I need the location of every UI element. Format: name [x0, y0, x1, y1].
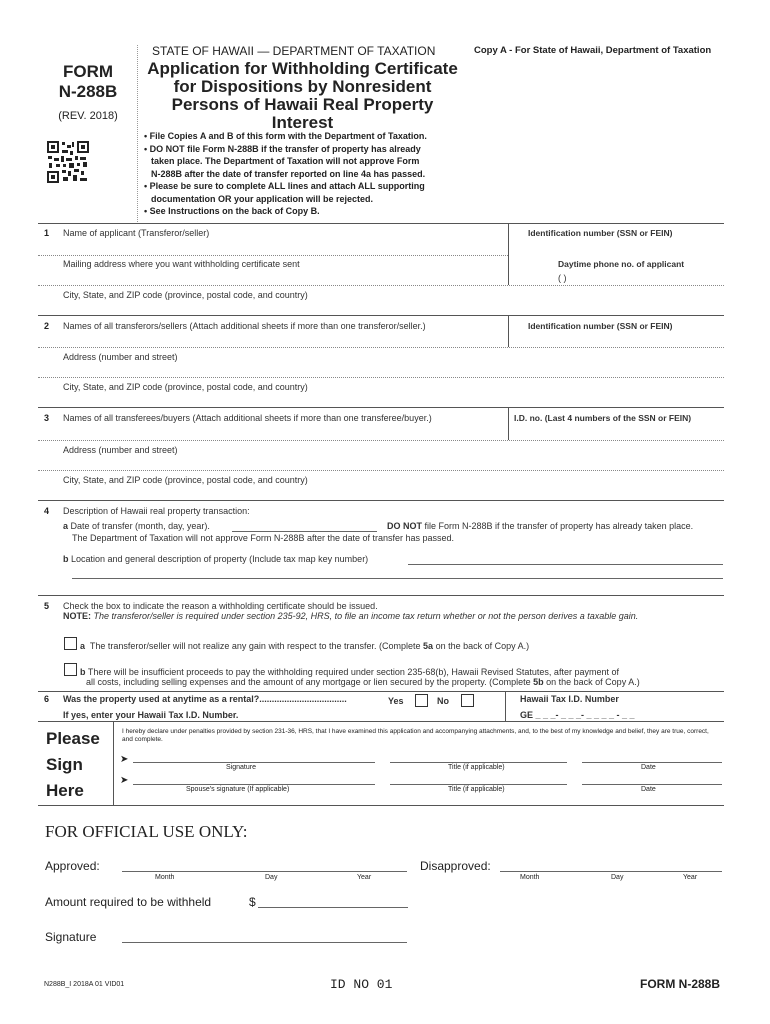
rental-yes-checkbox[interactable] [415, 694, 428, 707]
sign-label: Sign [46, 755, 83, 774]
transferor-names-field[interactable]: Names of all transferors/sellers (Attach additional sheets if more than one transferor/seller.) [63, 321, 426, 331]
line-6-number: 6 [44, 694, 50, 704]
hawaii-taxid-field[interactable]: GE _ _ _- _ _ _- _ _ _ _ - _ _ [520, 710, 635, 720]
disapproved-date-input[interactable] [500, 871, 722, 872]
form-word: FORM [62, 62, 114, 81]
transferee-address-field[interactable]: Address (number and street) [63, 445, 178, 455]
approved-label: Approved: [45, 859, 100, 873]
bullet-2: • DO NOT file Form N-288B if the transfer of property has already [144, 143, 421, 154]
disapproved-year-label: Year [683, 874, 698, 881]
transfer-date-warning: DO NOT file Form N-288B if the transfer of property has already taken place. [387, 521, 694, 531]
hawaii-taxid-label: Hawaii Tax I.D. Number [520, 694, 619, 704]
footer-id: ID NO 01 [330, 977, 393, 992]
mailing-address-field[interactable]: Mailing address where you want withholding certificate sent [63, 259, 300, 269]
line-2-number: 2 [44, 321, 50, 331]
bullet-3b: documentation OR your application will be rejected. [151, 193, 374, 204]
line-4-number: 4 [44, 506, 50, 516]
arrow-icon: ➤ [120, 775, 129, 786]
footer-code: N288B_I 2018A 01 VID01 [44, 981, 125, 988]
transferor-address-field[interactable]: Address (number and street) [63, 352, 178, 362]
date-input-2[interactable] [582, 784, 722, 785]
rental-yes-label: Yes [388, 696, 404, 706]
phone-field[interactable]: Daytime phone no. of applicant [558, 259, 685, 269]
property-description-label: Description of Hawaii real property transaction: [63, 506, 250, 516]
form-revision: (REV. 2018) [58, 110, 118, 122]
dollar-sign: $ [249, 895, 256, 909]
date-label: Date [641, 764, 656, 771]
transferee-city-field[interactable]: City, State, and ZIP code (province, postal code, and country) [63, 475, 308, 485]
applicant-city-field[interactable]: City, State, and ZIP code (province, postal code, and country) [63, 290, 308, 300]
title-line-4: Interest [271, 113, 334, 132]
declaration-text: I hereby declare under penalties provided by section 231-36, HRS, that I have examined this application and accompanying attachments, and, to the best of my knowledge and belief, they are true, correct, and complete. [122, 728, 709, 743]
reason-5b-checkbox[interactable] [64, 663, 77, 676]
rental-taxid-instruction: If yes, enter your Hawaii Tax I.D. Number. [63, 710, 239, 720]
signature-label: Signature [226, 764, 256, 771]
property-location-input-2[interactable] [72, 578, 723, 579]
footer-form: FORM N-288B [640, 977, 721, 991]
property-location-input[interactable] [408, 564, 723, 565]
official-use-heading: FOR OFFICIAL USE ONLY: [45, 822, 248, 841]
transfer-date-label: a Date of transfer (month, day, year). [63, 521, 210, 531]
bullet-2c: N-288B after the date of transfer reported on line 4a has passed. [151, 168, 426, 179]
transferee-names-field[interactable]: Names of all transferees/buyers (Attach additional sheets if more than one transferee/buyer.) [63, 413, 432, 423]
title-label: Title (if applicable) [448, 764, 505, 771]
transfer-date-input[interactable] [232, 531, 377, 532]
copy-label: Copy A - For State of Hawaii, Department of Taxation [474, 45, 712, 56]
spouse-signature-input[interactable] [133, 784, 375, 785]
transferor-id-field[interactable]: Identification number (SSN or FEIN) [528, 321, 673, 331]
transferor-city-field[interactable]: City, State, and ZIP code (province, postal code, and country) [63, 382, 308, 392]
phone-area-code: ( ) [558, 273, 567, 283]
approved-month-label: Month [155, 874, 175, 881]
official-signature-label: Signature [45, 930, 97, 944]
spouse-signature-label: Spouse's signature (If applicable) [186, 786, 290, 793]
qr-code-icon [46, 140, 90, 184]
title-line-3: Persons of Hawaii Real Property [171, 95, 434, 114]
line-5-note: NOTE: The transferor/seller is required under section 235-92, HRS, to file an income tax return whether or not the person derives a taxable gain. [63, 611, 639, 621]
property-location-label: b Location and general description of property (Include tax map key number) [63, 554, 369, 564]
instruction-bullets [144, 130, 427, 218]
agency-line: STATE OF HAWAII — DEPARTMENT OF TAXATION [152, 44, 436, 58]
line-1-number: 1 [44, 228, 50, 238]
bullet-3: • Please be sure to complete ALL lines and attach ALL supporting [144, 181, 425, 191]
title-label-2: Title (if applicable) [448, 786, 505, 793]
form-title [140, 60, 465, 132]
line-3-number: 3 [44, 413, 50, 423]
amount-withheld-label: Amount required to be withheld [45, 895, 212, 909]
rental-question: Was the property used at anytime as a rental?................................... [63, 694, 347, 704]
amount-withheld-input[interactable] [258, 907, 408, 908]
form-label [40, 62, 136, 126]
title-line-2: for Dispositions by Nonresident [173, 77, 432, 96]
reason-5a-checkbox[interactable] [64, 637, 77, 650]
please-sign-here [46, 726, 100, 804]
form-number: N-288B [58, 82, 118, 101]
approved-date-input[interactable] [122, 871, 407, 872]
bullet-2b: taken place. The Department of Taxation will not approve Form [151, 156, 420, 166]
rental-no-checkbox[interactable] [461, 694, 474, 707]
reason-5b-label: b There will be insufficient proceeds to pay the withholding required under section 235-68(b), Hawaii Revised Statutes, after payment of all costs, including selling expenses and the amount of any mortgage or lien secured by the property. (Complete 5b on the back of Copy A.) [80, 667, 640, 687]
applicant-name-field[interactable]: Name of applicant (Transferor/seller) [63, 228, 210, 238]
approved-day-label: Day [265, 874, 278, 881]
signature-input[interactable] [133, 762, 375, 763]
disapproved-label: Disapproved: [420, 859, 491, 873]
title-line-1: Application for Withholding Certificate [147, 59, 458, 78]
disapproved-day-label: Day [611, 874, 624, 881]
here-label: Here [46, 781, 84, 800]
please-label: Please [46, 729, 100, 748]
title-input-2[interactable] [390, 784, 567, 785]
approved-year-label: Year [357, 874, 372, 881]
arrow-icon: ➤ [120, 754, 129, 765]
line-5-number: 5 [44, 601, 50, 611]
title-input[interactable] [390, 762, 567, 763]
reason-5a-label: a The transferor/seller will not realize any gain with respect to the transfer. (Complete 5a on the back of Copy A.) [80, 641, 530, 651]
date-label-2: Date [641, 786, 656, 793]
rental-no-label: No [437, 696, 449, 706]
date-input[interactable] [582, 762, 722, 763]
line-5-instruction: Check the box to indicate the reason a withholding certificate should be issued. [63, 601, 378, 611]
disapproved-month-label: Month [520, 874, 540, 881]
transfer-date-note: The Department of Taxation will not approve Form N-288B after the date of transfer has passed. [72, 533, 455, 543]
bullet-1: • File Copies A and B of this form with the Department of Taxation. [144, 131, 427, 141]
official-signature-input[interactable] [122, 942, 407, 943]
transferee-id-field[interactable]: I.D. no. (Last 4 numbers of the SSN or FEIN) [514, 413, 692, 423]
applicant-id-field[interactable]: Identification number (SSN or FEIN) [528, 228, 673, 238]
bullet-4: • See Instructions on the back of Copy B. [144, 206, 320, 216]
